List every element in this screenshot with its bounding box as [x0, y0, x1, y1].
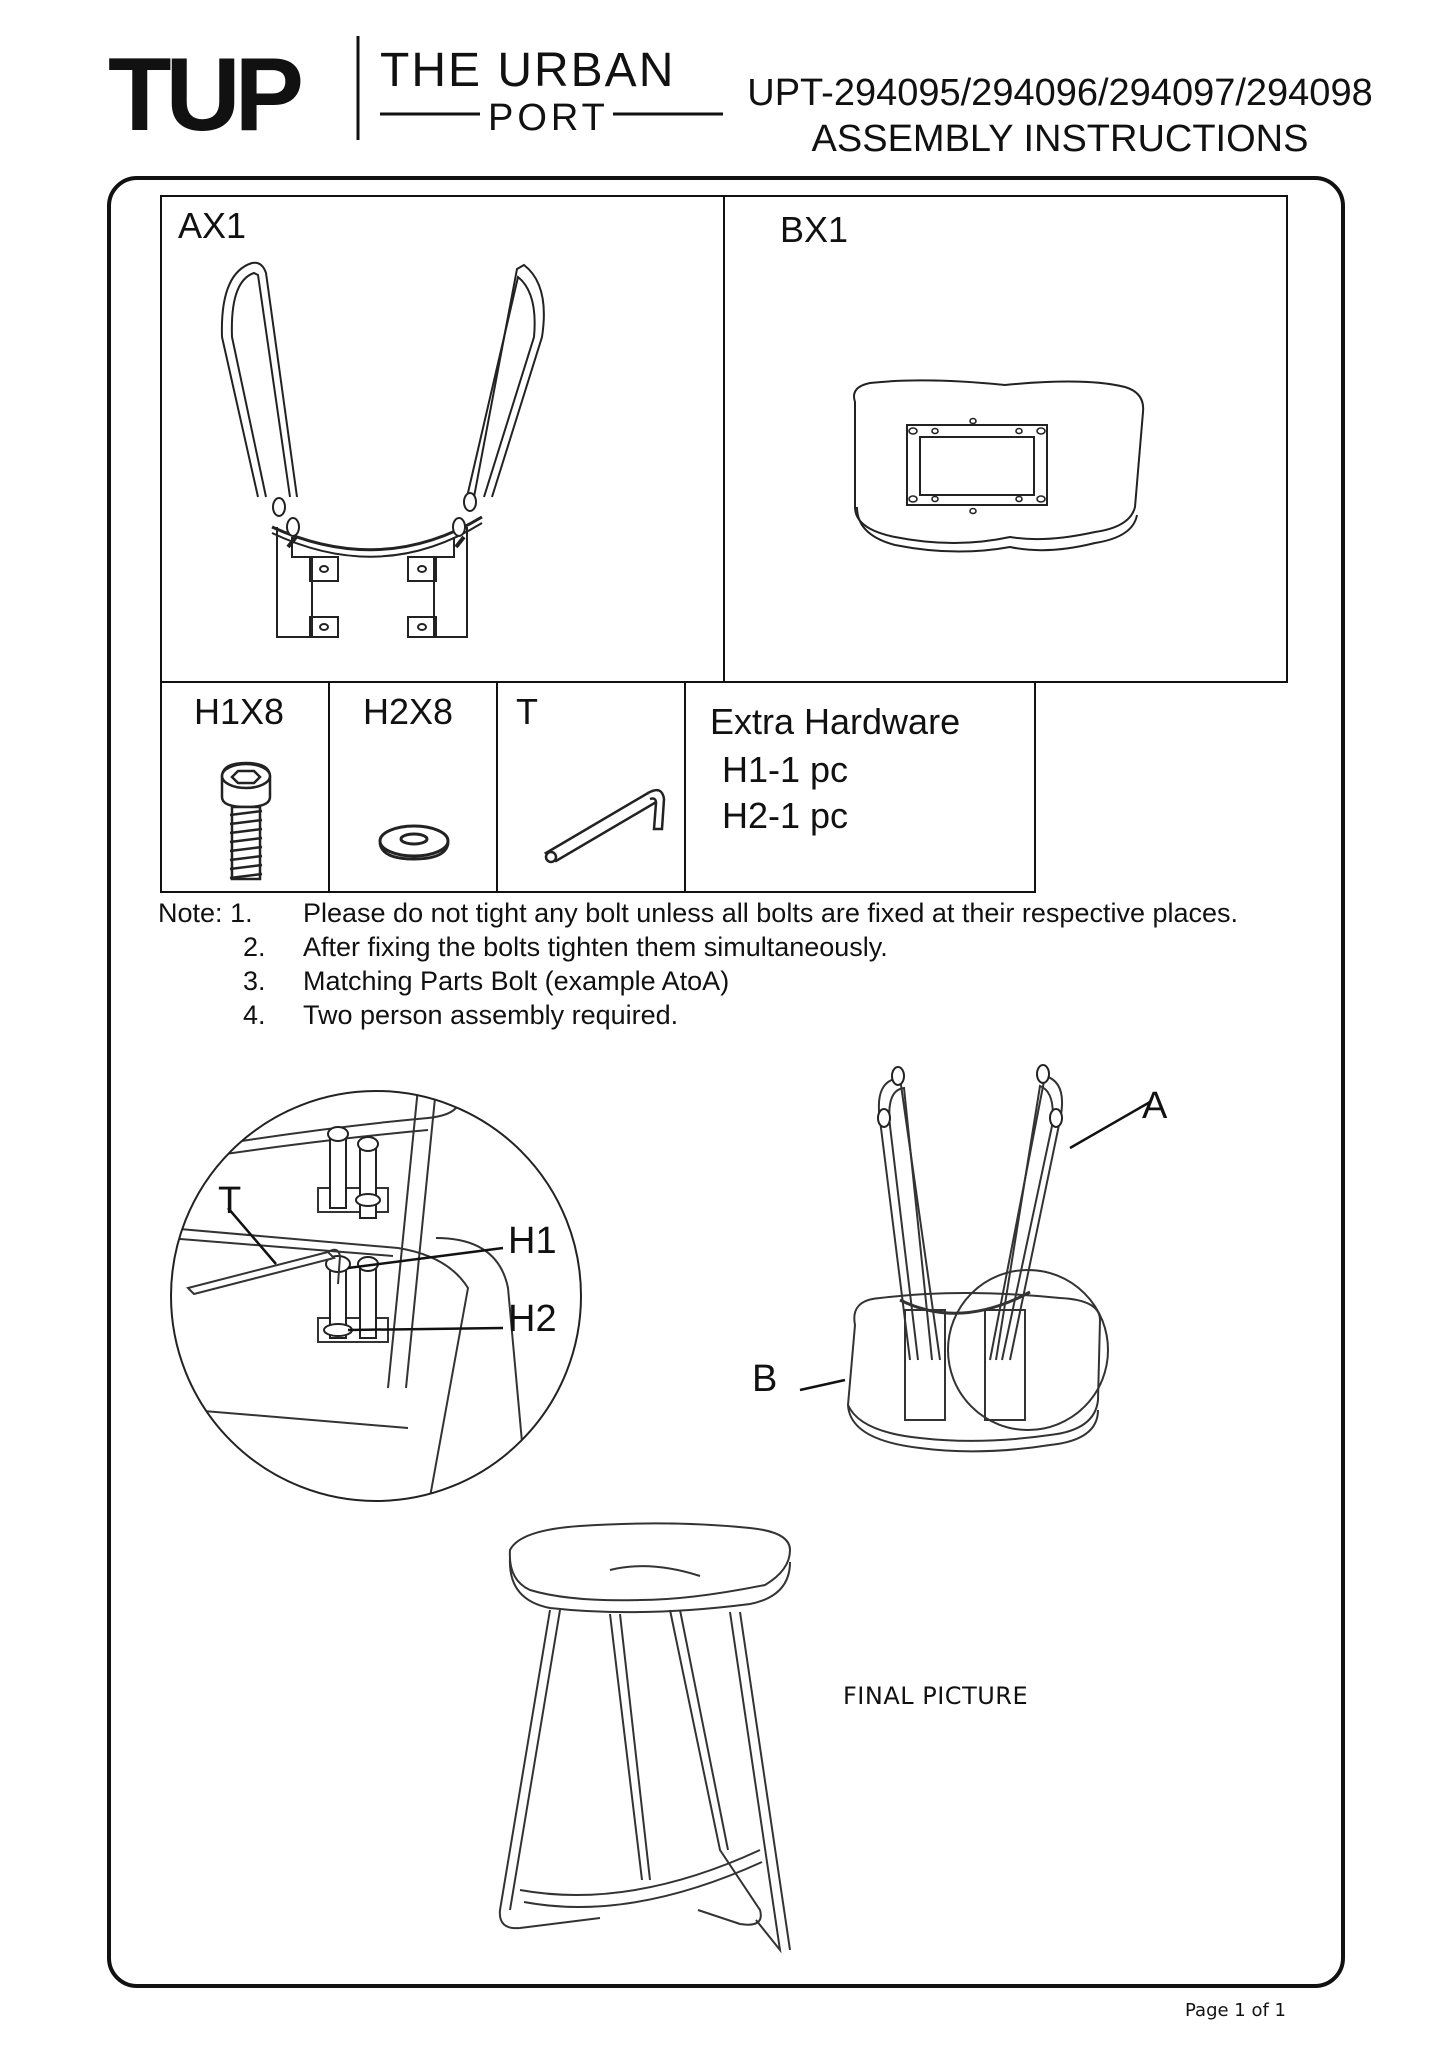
document-title [700, 70, 1420, 162]
allen-key-icon [498, 683, 688, 895]
note-text-4: Two person assembly required. [303, 1000, 679, 1030]
part-a-label: AX1 [178, 205, 247, 246]
callout-washer-label: H2 [508, 1298, 557, 1340]
logo-text-top: THE URBAN [380, 44, 676, 97]
page-number: Page 1 of 1 [1185, 2000, 1286, 2021]
note-item: 4. Two person assembly required. [243, 1000, 679, 1030]
seat-underside-drawing [725, 197, 1290, 685]
instructions-title: ASSEMBLY INSTRUCTIONS [811, 118, 1309, 160]
part-b-label: BX1 [780, 209, 849, 250]
hardware-t-cell [496, 681, 686, 893]
model-numbers: UPT-294095/294096/294097/294098 [747, 72, 1373, 114]
hardware-h1-cell [160, 681, 330, 893]
assembly-drawing [800, 1060, 1200, 1460]
logo-mark: TUP [108, 37, 298, 153]
brand-logo [108, 30, 728, 153]
note-prefix: Note: 1. [158, 898, 253, 928]
note-item [158, 896, 1328, 930]
note-text-2: After fixing the bolts tighten them simultaneously. [303, 932, 888, 962]
note-item: 3. Matching Parts Bolt (example AtoA) [243, 966, 730, 996]
callout-bolt-label: H1 [508, 1220, 557, 1262]
washer-icon [330, 683, 500, 895]
callout-legs-label: A [1142, 1085, 1168, 1127]
assembly-notes [158, 896, 1328, 1032]
logo-text-bottom: PORT [488, 97, 609, 139]
final-stool-drawing [490, 1510, 850, 1950]
legs-frame-drawing [162, 197, 727, 685]
extra-hardware-item-2: H2-1 pc [722, 795, 849, 836]
hardware-h2-cell [328, 681, 498, 893]
extra-hardware-item-1: H1-1 pc [722, 749, 849, 790]
final-picture-caption: FINAL PICTURE [843, 1682, 1029, 1710]
part-b-cell [723, 195, 1288, 683]
note-text-1: Please do not tight any bolt unless all bolts are fixed at their respective places. [303, 898, 1239, 928]
hardware-h2-label: H2X8 [363, 691, 454, 732]
note-text-3: Matching Parts Bolt (example AtoA) [303, 966, 730, 996]
extra-hardware-title: Extra Hardware [710, 701, 961, 742]
hardware-t-label: T [516, 691, 538, 732]
extra-hardware-cell [684, 681, 1036, 893]
note-item: 2. After fixing the bolts tighten them simultaneously. [243, 932, 888, 962]
part-a-cell [160, 195, 725, 683]
callout-seat-label: B [752, 1358, 778, 1400]
callout-tool-label: T [218, 1180, 242, 1222]
bolt-icon [162, 683, 332, 895]
hardware-h1-label: H1X8 [194, 691, 285, 732]
